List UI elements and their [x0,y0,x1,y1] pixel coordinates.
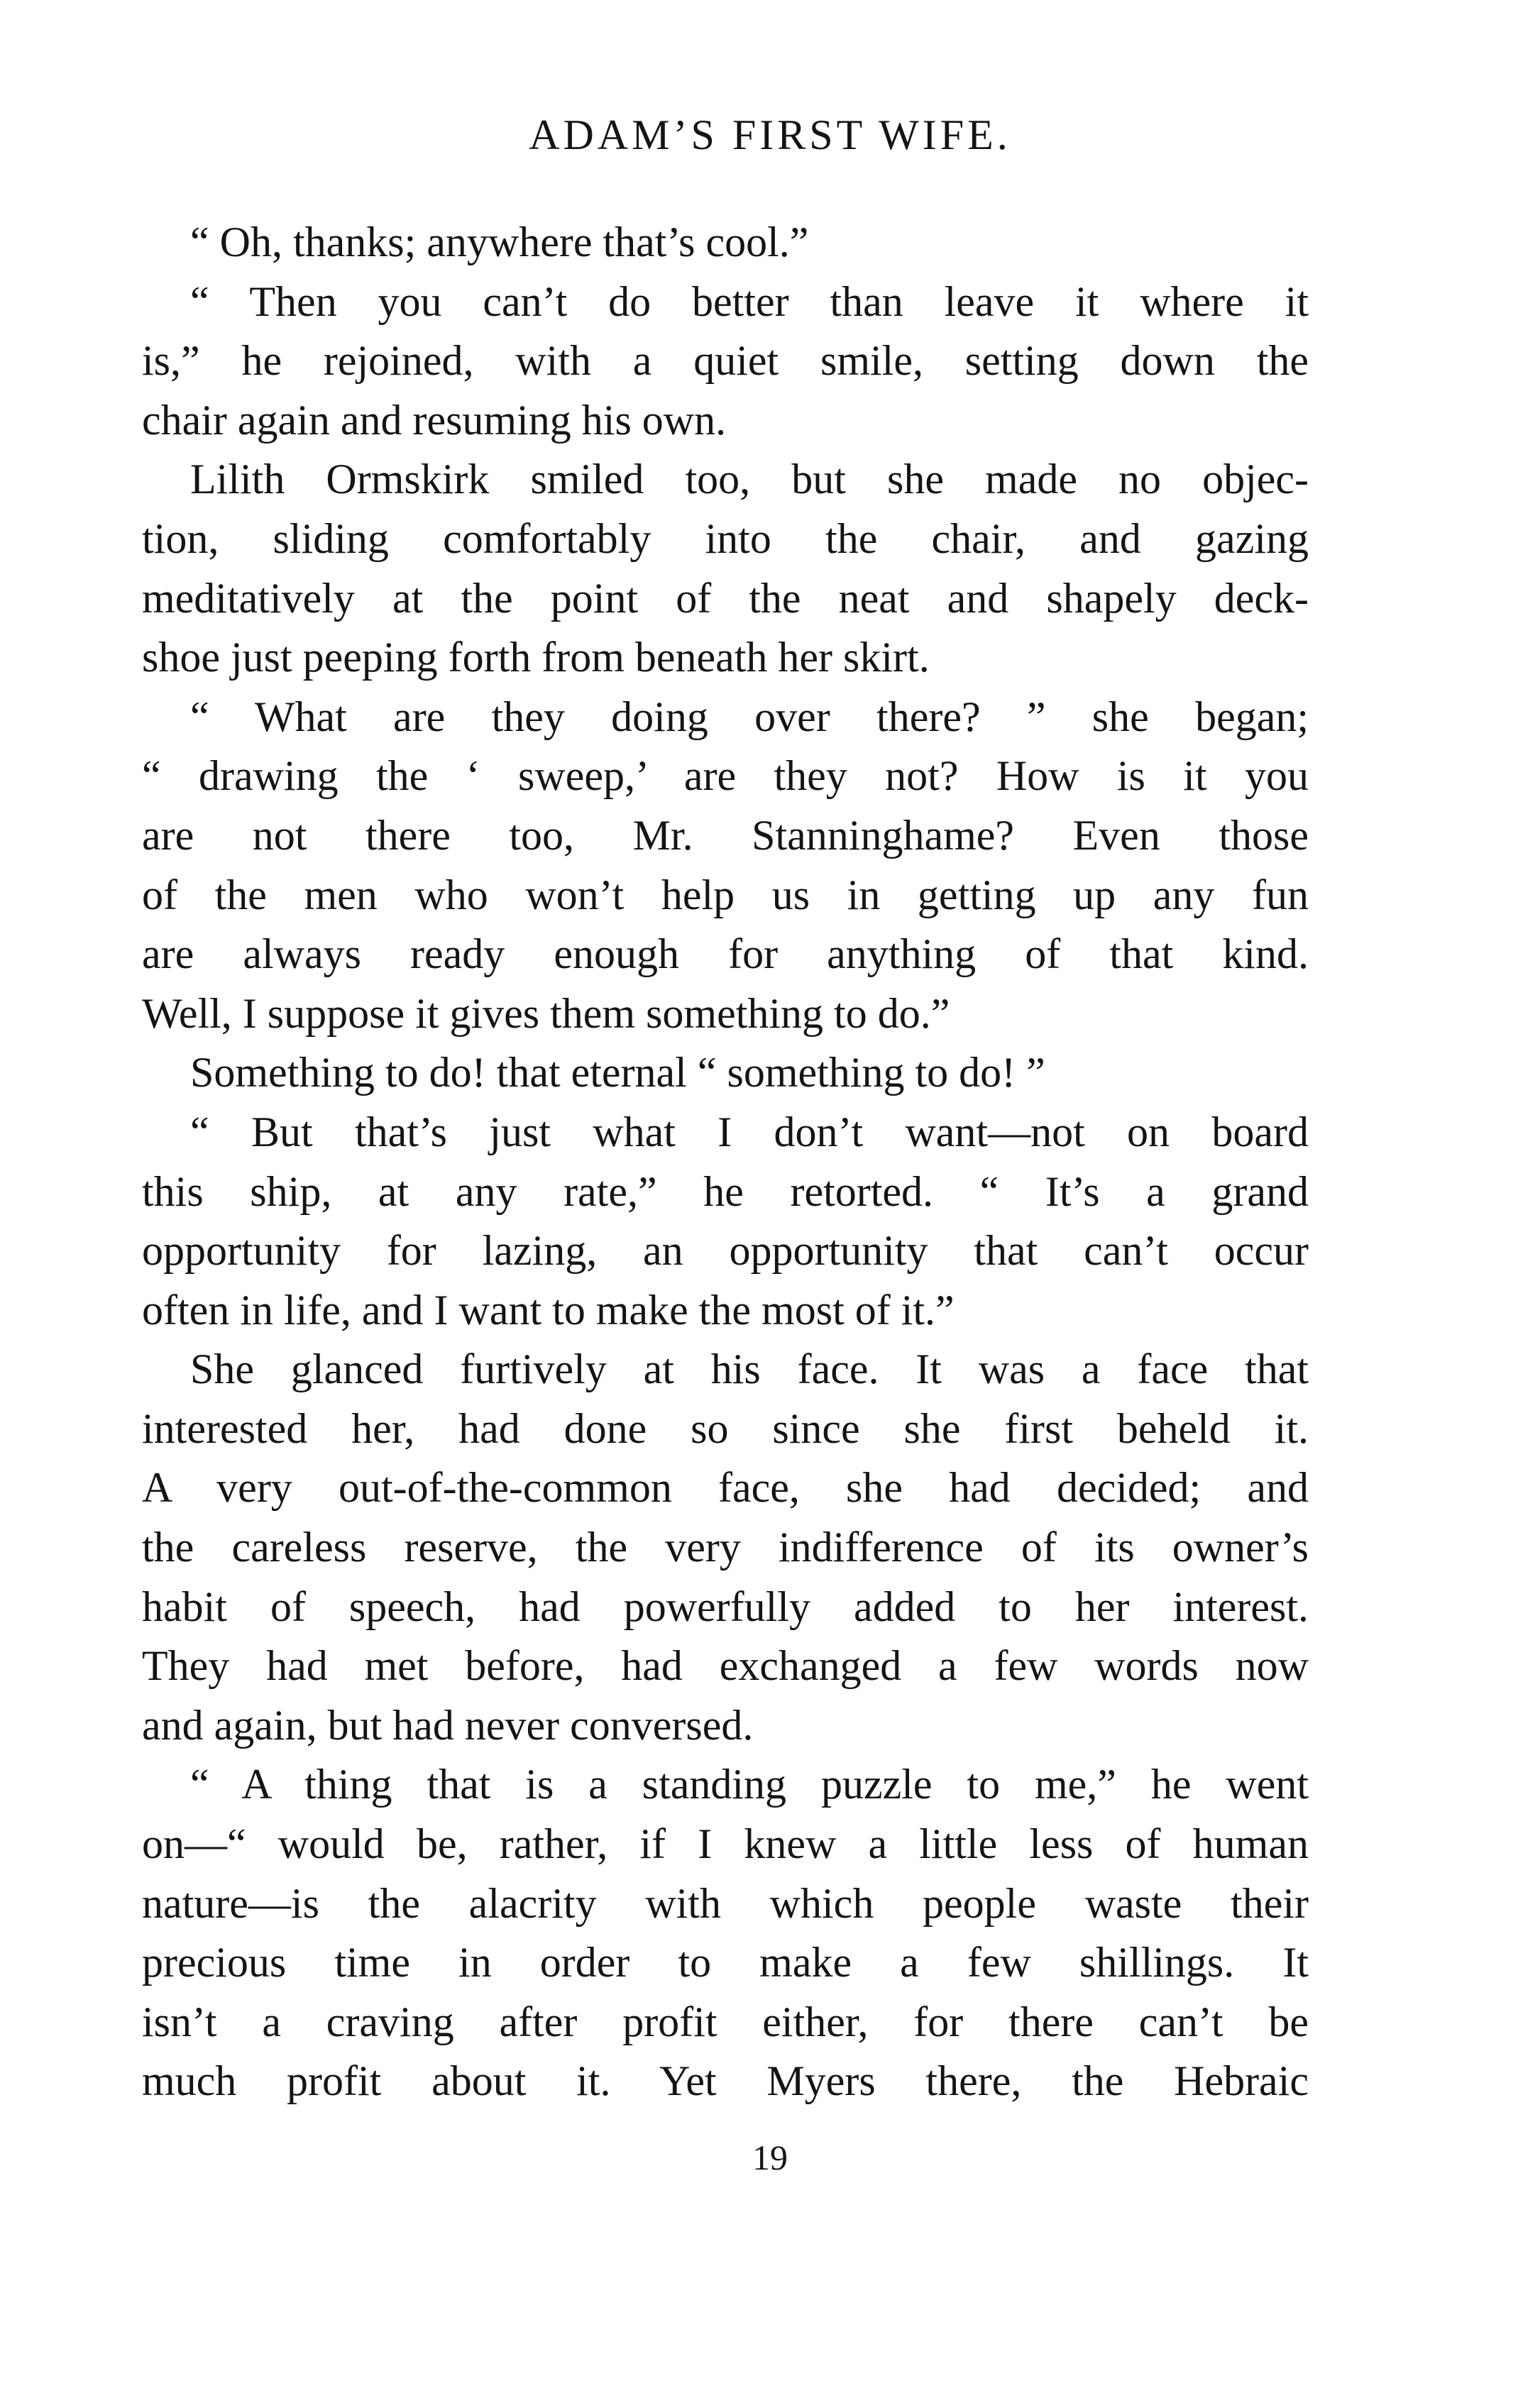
text-line: interested her, had done so since she first beheld it. [142,1404,1309,1452]
text-line: habit of speech, had powerfully added to her interest. [142,1583,1309,1630]
text-line: “ What are they doing over there? ” she began; [190,693,1309,740]
text-line: “ Oh, thanks; anywhere that’s cool.” [190,219,809,265]
text-line: Lilith Ormskirk smiled too, but she made no objec- [190,456,1309,503]
text-line: Well, I suppose it gives them something to do.” [142,989,950,1037]
text-line: tion, sliding comfortably into the chair, and gazing [142,515,1309,562]
text-line: opportunity for lazing, an opportunity that can’t occur [142,1227,1309,1275]
text-line: often in life, and I want to make the most of it.” [142,1286,955,1334]
text-line: “ A thing that is a standing puzzle to me,” he went [190,1761,1309,1808]
text-line: are always ready enough for anything of that kind. [142,930,1309,978]
text-line: nature—is the alacrity with which people waste their [142,1879,1309,1927]
text-line: of the men who won’t help us in getting up any fun [142,871,1309,918]
text-line: Something to do! that eternal “ something to do! ” [190,1049,1045,1096]
text-line: shoe just peeping forth from beneath her skirt. [142,634,930,681]
text-line: are not there too, Mr. Stanninghame? Even those [142,811,1309,859]
text-line: meditatively at the point of the neat and shapely deck- [142,574,1309,622]
running-title: ADAM’S FIRST WIFE. [529,111,1011,158]
text-line: “ But that’s just what I don’t want—not on board [190,1108,1309,1155]
text-line: A very out-of-the-common face, she had decided; and [142,1464,1309,1512]
text-line: much profit about it. Yet Myers there, the Hebraic [142,2057,1309,2105]
page-number: 19 [752,2138,788,2177]
text-line: precious time in order to make a few shillings. It [142,1939,1309,1986]
text-line: this ship, at any rate,” he retorted. “ It’s a grand [142,1167,1309,1215]
text-line: They had met before, had exchanged a few words now [142,1642,1309,1690]
text-line: “ drawing the ‘ sweep,’ are they not? How is it you [142,752,1309,800]
text-line: She glanced furtively at his face. It was a face that [190,1346,1309,1393]
text-line: on—“ would be, rather, if I knew a little less of human [142,1820,1309,1868]
body-text [142,213,1309,2111]
text-line: and again, but had never conversed. [142,1701,754,1749]
text-line: the careless reserve, the very indifference of its owner’s [142,1524,1309,1571]
text-line: is,” he rejoined, with a quiet smile, setting down the [142,337,1309,385]
text-line: isn’t a craving after profit either, for there can’t be [142,1998,1309,2045]
text-line: chair again and resuming his own. [142,396,727,444]
text-line: “ Then you can’t do better than leave it where it [190,277,1309,325]
